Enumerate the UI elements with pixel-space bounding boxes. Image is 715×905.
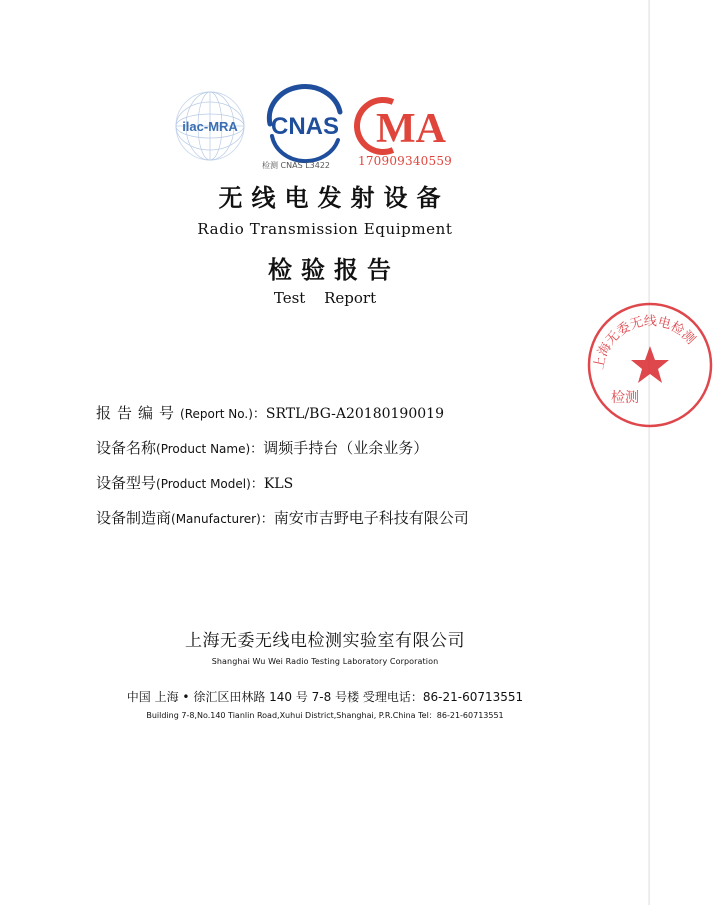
report-title-zh: 检验报告 bbox=[268, 256, 400, 284]
field-colon: ： bbox=[250, 442, 264, 457]
title-zh: 无线电发射设备 bbox=[218, 184, 450, 212]
field-label-zh: 设备型号 bbox=[96, 474, 157, 492]
field-label-en: (Report No.) bbox=[180, 407, 253, 421]
stamp-inner-text: 检测 bbox=[611, 390, 639, 406]
field-label-zh: 设备名称 bbox=[96, 439, 157, 457]
address-zh: 中国 上海 • 徐汇区田林路 140 号 7-8 号楼 受理电话：86-21-60713551 bbox=[126, 690, 524, 704]
field-value: SRTL/BG-A20180190019 bbox=[265, 406, 444, 422]
field-label-en: (Product Model) bbox=[156, 477, 251, 491]
field-value: 调频手持台（业余业务） bbox=[263, 439, 429, 457]
field-label-zh: 报告编号 bbox=[96, 404, 181, 422]
stamp-star-icon bbox=[631, 346, 669, 383]
inspection-stamp bbox=[585, 300, 715, 430]
address-en: Building 7-8,No.140 Tianlin Road,Xuhui District,Shanghai, P.R.China Tel：86-21-60713551 bbox=[146, 711, 504, 720]
cma-caption: 170909340559 bbox=[358, 154, 453, 168]
field-label-en: (Manufacturer) bbox=[171, 512, 261, 526]
field-product-model bbox=[96, 472, 566, 507]
organization-zh: 上海无委无线电检测实验室有限公司 bbox=[185, 631, 465, 651]
cnas-logo bbox=[258, 88, 350, 170]
report-fields bbox=[96, 402, 566, 542]
accreditation-logos bbox=[170, 88, 460, 170]
stamp-ring-text: 上海无委无线电检测 bbox=[591, 314, 698, 371]
report-title-en: Test Report bbox=[273, 289, 377, 307]
ilac-mra-logo bbox=[170, 90, 250, 162]
field-product-name bbox=[96, 437, 566, 472]
field-label-zh: 设备制造商 bbox=[96, 509, 172, 527]
page-edge bbox=[648, 0, 650, 905]
field-manufacturer bbox=[96, 507, 566, 542]
field-value: 南安市吉野电子科技有限公司 bbox=[273, 509, 469, 527]
field-colon: ： bbox=[252, 407, 266, 422]
field-report-no bbox=[96, 402, 566, 437]
organization-en: Shanghai Wu Wei Radio Testing Laboratory Corporation bbox=[211, 657, 439, 666]
title-en: Radio Transmission Equipment bbox=[197, 220, 453, 238]
ilac-text: ilac-MRA bbox=[182, 119, 238, 134]
cnas-caption: 检测 CNAS L3422 bbox=[262, 161, 331, 170]
cnas-text: CNAS bbox=[270, 113, 340, 140]
field-colon: ： bbox=[260, 512, 274, 527]
field-value: KLS bbox=[263, 476, 294, 492]
cma-text: MA bbox=[376, 106, 446, 152]
field-label-en: (Product Name) bbox=[156, 442, 251, 456]
field-colon: ： bbox=[250, 477, 264, 492]
